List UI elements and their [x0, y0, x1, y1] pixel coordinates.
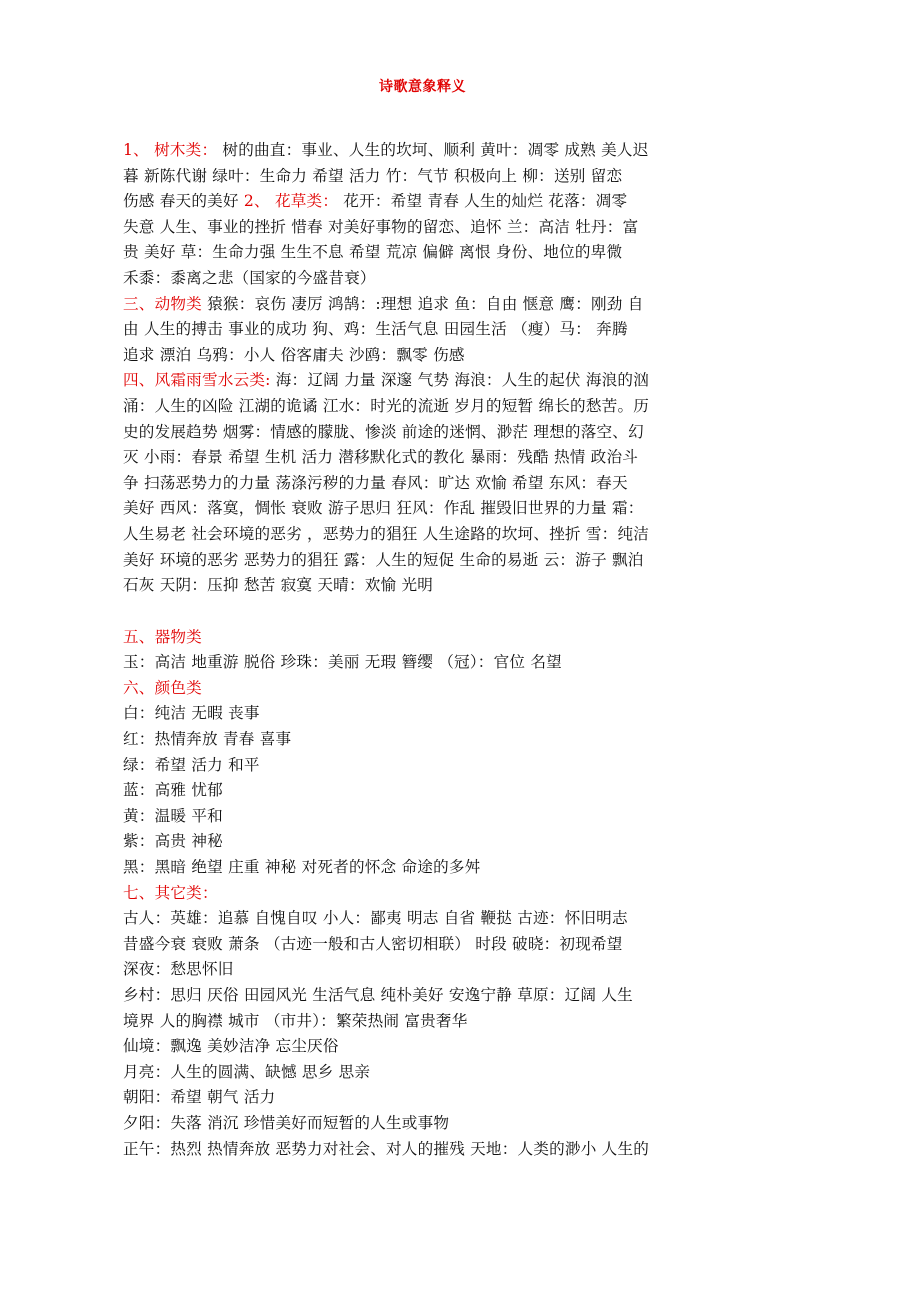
line-text: 绿：希望 活力 和平: [123, 755, 260, 774]
text-line: [123, 164, 728, 190]
line-text: 深夜：愁思怀旧: [123, 960, 234, 979]
line-text: 树的曲直：事业、人生的坎坷、顺利 黄叶：凋零 成熟 美人迟: [217, 141, 649, 159]
line-text: 白：纯洁 无暇 丧事: [123, 704, 260, 723]
line-text: 紫：高贵 神秘: [123, 832, 223, 851]
text-line: [123, 1111, 728, 1137]
text-line: [123, 189, 728, 215]
section-heading: 五、器物类: [123, 627, 202, 646]
line-text: 仙境：飘逸 美妙洁净 忘尘厌俗: [123, 1037, 339, 1056]
page-title: 诗歌意象释义: [379, 79, 466, 95]
text-line: [123, 548, 728, 574]
text-line: [123, 496, 728, 522]
line-text: 境界 人的胸襟 城市 （市井）：繁荣热闹 富贵奢华: [123, 1011, 468, 1030]
text-line: [123, 573, 728, 599]
line-text: 伤感 春天的美好: [123, 192, 244, 211]
text-line: [123, 471, 728, 497]
line-text: 石灰 天阴：压抑 愁苦 寂寞 天晴：欢愉 光明: [123, 576, 434, 595]
text-line: [123, 906, 728, 932]
line-text: 正午：热烈 热情奔放 恶势力对社会、对人的摧残 天地：人类的渺小 人生的: [123, 1139, 650, 1158]
line-text: 涌：人生的凶险 江湖的诡谲 江水：时光的流逝 岁月的短暂 绵长的愁苦。历: [123, 396, 650, 415]
text-line: [123, 625, 728, 651]
text-line: [123, 292, 728, 318]
text-line: [123, 650, 728, 676]
text-line: [123, 1060, 728, 1086]
text-line: [123, 522, 728, 548]
paragraph-gap: [123, 599, 728, 625]
section-heading: 六、颜色类: [123, 678, 202, 697]
text-line: [123, 1034, 728, 1060]
line-text: 昔盛今衰 衰败 萧条 （古迹一般和古人密切相联） 时段 破晓：初现希望: [123, 934, 623, 953]
line-text: 灭 小雨：春景 希望 生机 活力 潜移默化式的教化 暴雨：残酷 热情 政治斗: [123, 448, 639, 467]
section-heading: 2、 花草类：: [243, 192, 339, 211]
line-text: 追求 漂泊 乌鸦：小人 俗客庸夫 沙鸥：飘零 伤感: [123, 345, 465, 364]
document-body: [123, 138, 728, 1162]
text-line: [123, 855, 728, 881]
text-line: [123, 240, 728, 266]
line-text: 古人：英雄：追慕 自愧自叹 小人：鄙夷 明志 自省 鞭挞 古迹：怀旧明志: [123, 909, 628, 928]
section-heading: 1、 树木类：: [123, 141, 218, 159]
line-text: 蓝：高雅 忧郁: [123, 781, 223, 800]
text-line: [123, 445, 728, 471]
text-line: [123, 266, 728, 292]
line-text: 黑：黑暗 绝望 庄重 神秘 对死者的怀念 命途的多舛: [123, 858, 481, 877]
line-text: 美好 环境的恶劣 恶势力的猖狂 露：人生的短促 生命的易逝 云：游子 飘泊: [123, 550, 644, 569]
line-text: 贵 美好 草：生命力强 生生不息 希望 荒凉 偏僻 离恨 身份、地位的卑微: [123, 243, 623, 262]
line-text: 失意 人生、事业的挫折 惜春 对美好事物的留恋、追怀 兰：高洁 牡丹：富: [123, 217, 639, 236]
line-text: 美好 西风：落寞，惆怅 衰败 游子思归 狂风：作乱 摧毁旧世界的力量 霜：: [123, 499, 644, 518]
text-line: [123, 1085, 728, 1111]
line-text: 黄：温暖 平和: [123, 806, 223, 825]
line-text: 人生易老 社会环境的恶劣 ，恶势力的猖狂 人生途路的坎坷、挫折 雪：纯洁: [123, 524, 650, 543]
text-line: [123, 957, 728, 983]
line-text: 禾黍：黍离之悲（国家的今盛昔衰）: [123, 268, 376, 287]
text-line: [123, 676, 728, 702]
line-text: 乡村：思归 厌俗 田园风光 生活气息 纯朴美好 安逸宁静 草原：辽阔 人生: [123, 986, 633, 1004]
text-line: [123, 138, 728, 164]
line-text: 月亮：人生的圆满、缺憾 思乡 思亲: [123, 1062, 371, 1081]
text-line: [123, 881, 728, 907]
section-heading: 七、其它类：: [123, 883, 218, 902]
line-text: 争 扫荡恶势力的力量 荡涤污秽的力量 春风：旷达 欢愉 希望 东风：春天: [123, 473, 628, 492]
text-line: [123, 804, 728, 830]
line-text: 花开：希望 青春 人生的灿烂 花落：凋零: [338, 192, 628, 211]
text-line: [123, 1009, 728, 1035]
text-line: [123, 983, 728, 1009]
line-text: 海：辽阔 力量 深邃 气势 海浪：人生的起伏 海浪的汹: [270, 371, 650, 390]
text-line: [123, 215, 728, 241]
text-line: [123, 343, 728, 369]
text-line: [123, 317, 728, 343]
text-line: [123, 753, 728, 779]
text-line: [123, 829, 728, 855]
line-text: 史的发展趋势 烟雾：情感的朦胧、惨淡 前途的迷惘、渺茫 理想的落空、幻: [123, 422, 644, 441]
section-heading: 四、风霜雨雪水云类:: [123, 371, 271, 390]
line-text: 红：热情奔放 青春 喜事: [123, 730, 292, 749]
line-text: 由 人生的搏击 事业的成功 狗、鸡：生活气息 田园生活 （瘦）马： 奔腾: [123, 320, 628, 339]
line-text: 夕阳：失落 消沉 珍惜美好而短暂的人生或事物: [123, 1113, 450, 1132]
line-text: 朝阳：希望 朝气 活力: [123, 1088, 276, 1107]
line-text: 猿猴：哀伤 凄厉 鸿鹄：:理想 追求 鱼：自由 惬意 鹰：刚劲 自: [201, 294, 644, 313]
section-heading: 三、动物类: [123, 294, 202, 313]
line-text: 暮 新陈代谢 绿叶：生命力 希望 活力 竹：气节 积极向上 柳：送别 留恋: [123, 166, 623, 185]
line-text: 玉：高洁 地重游 脱俗 珍珠：美丽 无瑕 簪缨 （冠）：官位 名望: [123, 653, 562, 672]
text-line: [123, 701, 728, 727]
text-line: [123, 1137, 728, 1163]
text-line: [123, 368, 728, 394]
text-line: [123, 420, 728, 446]
text-line: [123, 778, 728, 804]
text-line: [123, 932, 728, 958]
text-line: [123, 727, 728, 753]
text-line: [123, 394, 728, 420]
